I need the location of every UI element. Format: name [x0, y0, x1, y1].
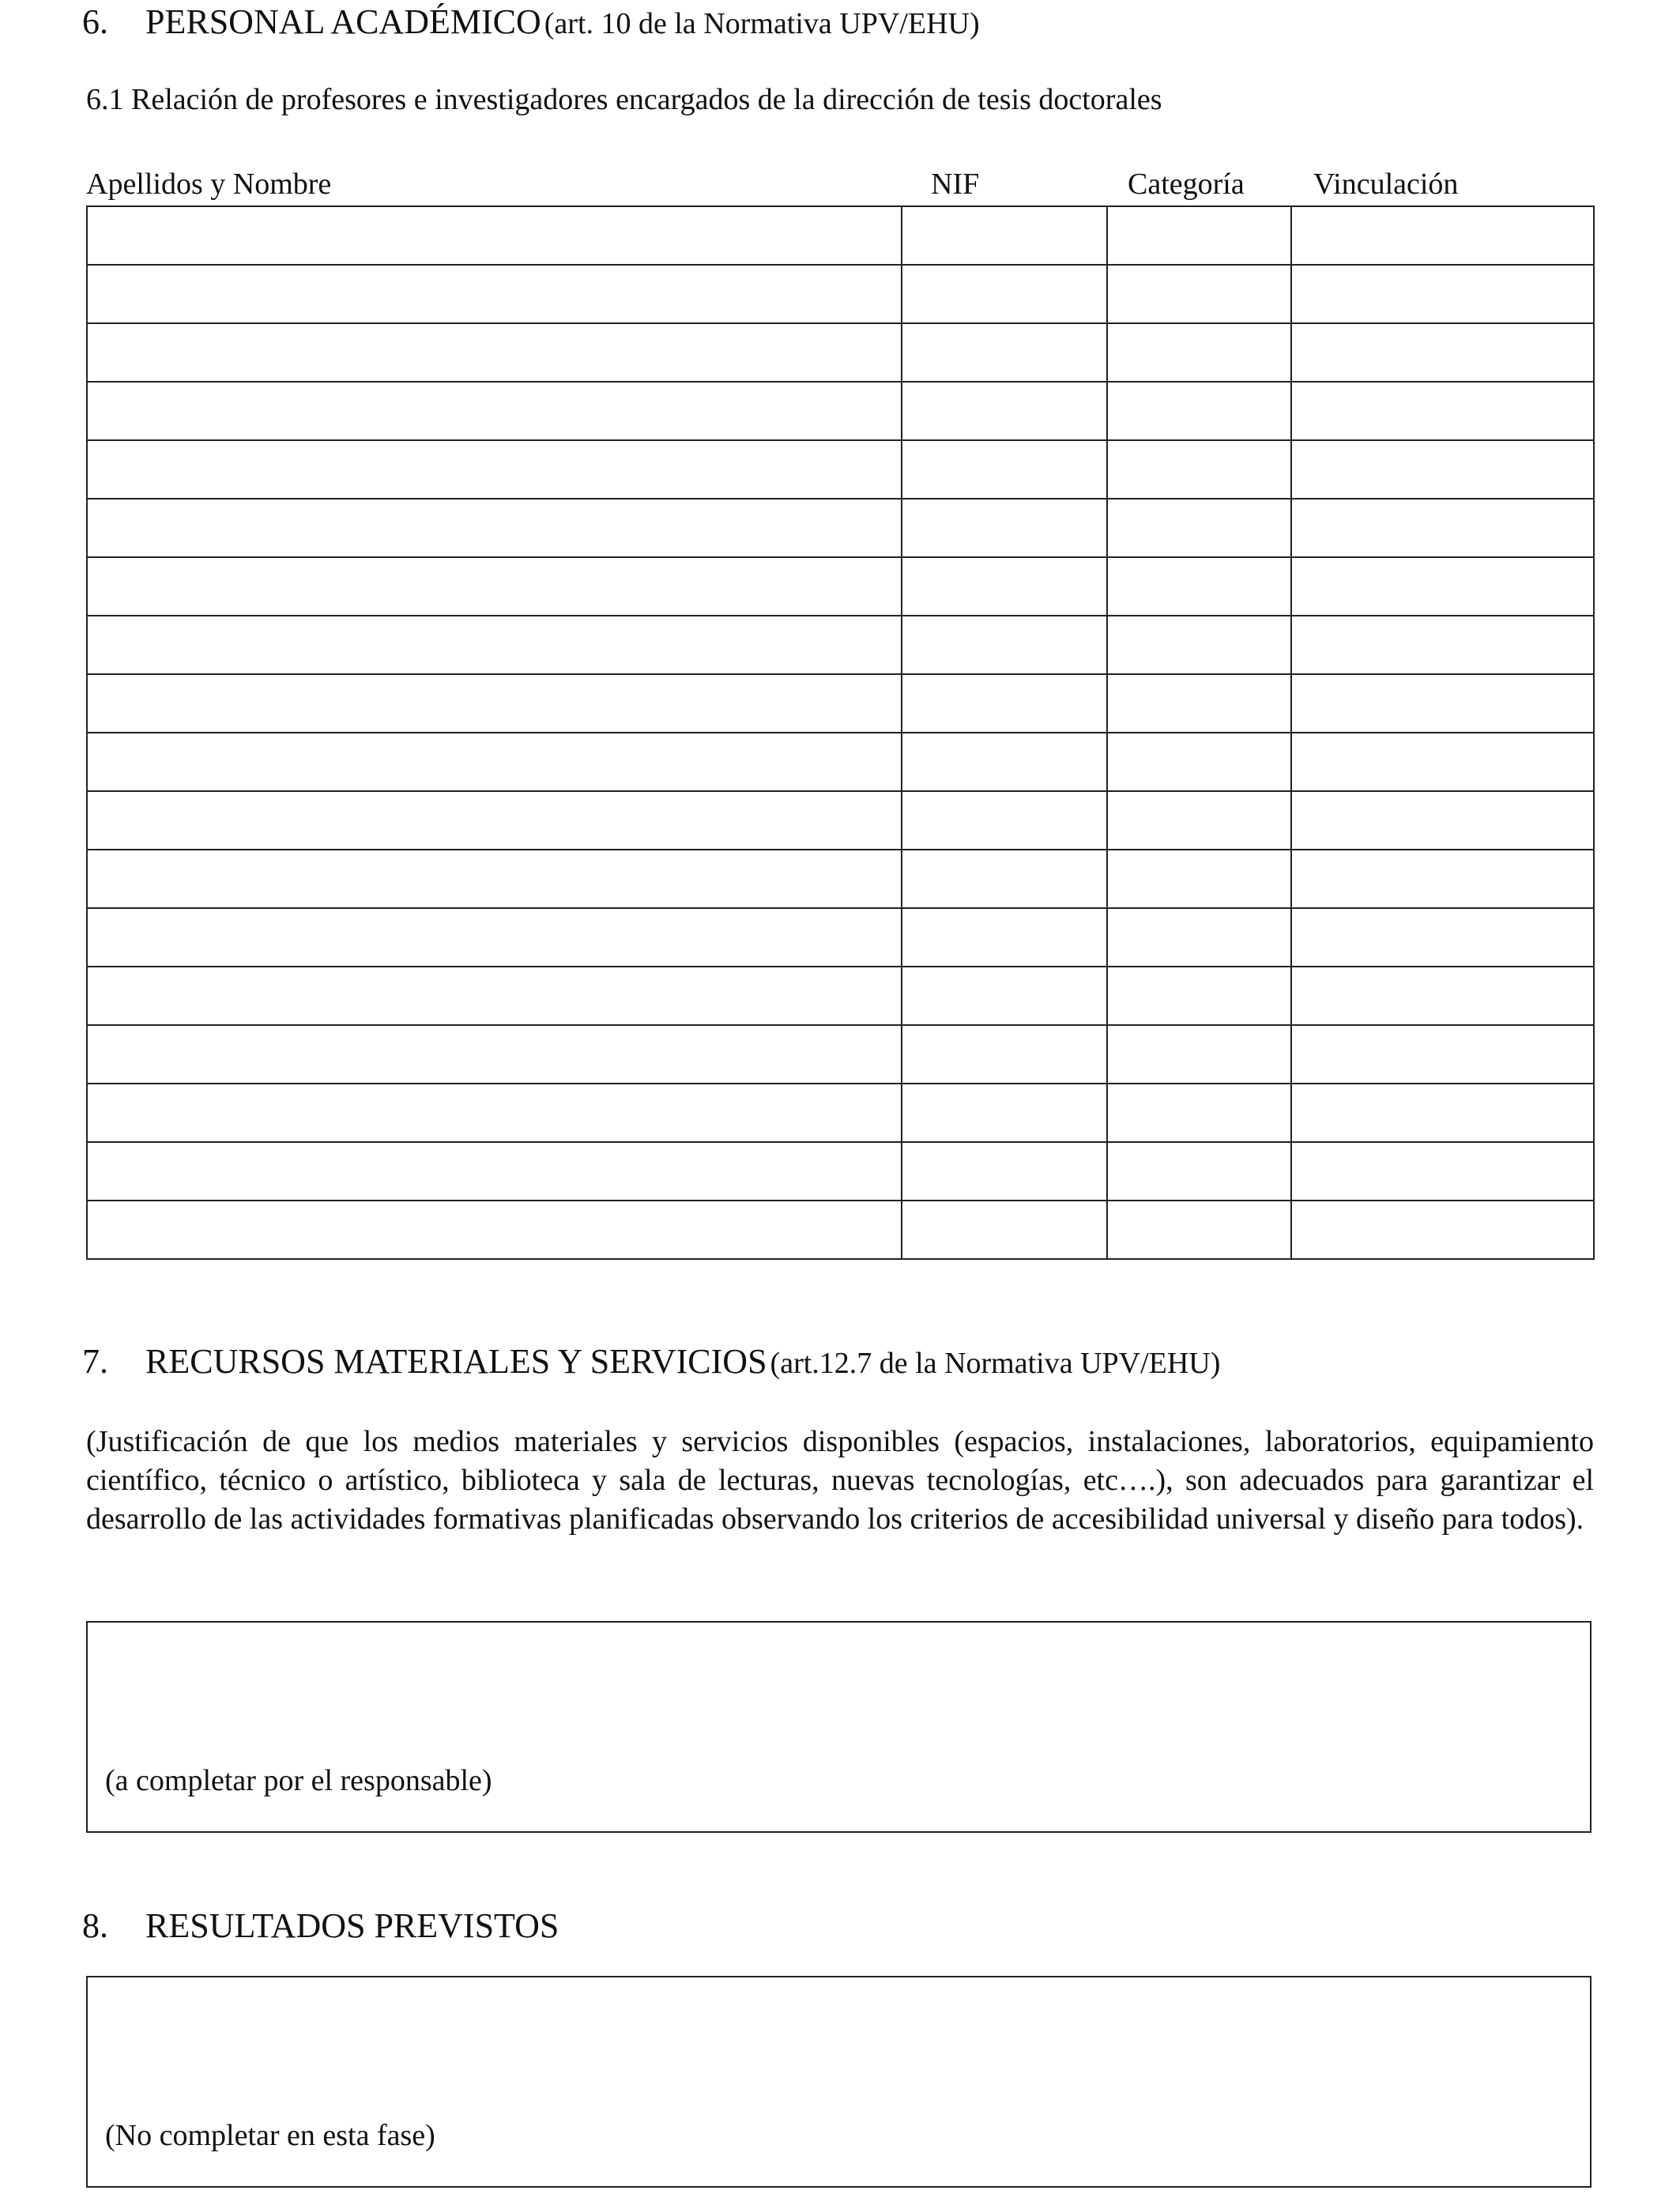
- cell-affiliation[interactable]: [1291, 323, 1594, 382]
- resources-box-note: (a completar por el responsable): [105, 1764, 492, 1797]
- cell-category[interactable]: [1107, 967, 1291, 1025]
- table-row: [87, 265, 1594, 323]
- cell-affiliation[interactable]: [1291, 557, 1594, 616]
- cell-category[interactable]: [1107, 791, 1291, 850]
- section-8-number: 8.: [82, 1906, 108, 1945]
- section-6-subtitle: (art. 10 de la Normativa UPV/EHU): [544, 7, 980, 40]
- cell-affiliation[interactable]: [1291, 791, 1594, 850]
- cell-affiliation[interactable]: [1291, 674, 1594, 733]
- table-row: [87, 616, 1594, 674]
- cell-affiliation[interactable]: [1291, 1142, 1594, 1201]
- cell-nif[interactable]: [902, 323, 1107, 382]
- cell-nif[interactable]: [902, 206, 1107, 265]
- section-7-title: RECURSOS MATERIALES Y SERVICIOS: [145, 1342, 767, 1381]
- cell-nif[interactable]: [902, 1025, 1107, 1084]
- cell-name[interactable]: [87, 1142, 902, 1201]
- staff-table: [86, 205, 1595, 1260]
- cell-nif[interactable]: [902, 908, 1107, 967]
- section-7-number: 7.: [82, 1342, 108, 1381]
- table-row: [87, 1142, 1594, 1201]
- cell-category[interactable]: [1107, 908, 1291, 967]
- results-box-note: (No completar en esta fase): [105, 2119, 435, 2152]
- cell-nif[interactable]: [902, 1142, 1107, 1201]
- section-6-number: 6.: [82, 2, 108, 41]
- cell-category[interactable]: [1107, 1142, 1291, 1201]
- table-row: [87, 206, 1594, 265]
- table-row: [87, 499, 1594, 557]
- cell-affiliation[interactable]: [1291, 440, 1594, 499]
- table-row: [87, 674, 1594, 733]
- cell-name[interactable]: [87, 967, 902, 1025]
- section-7-heading: [145, 1341, 1220, 1382]
- cell-name[interactable]: [87, 674, 902, 733]
- cell-name[interactable]: [87, 557, 902, 616]
- cell-name[interactable]: [87, 791, 902, 850]
- cell-name[interactable]: [87, 1201, 902, 1259]
- cell-nif[interactable]: [902, 499, 1107, 557]
- table-row: [87, 1084, 1594, 1142]
- table-row: [87, 557, 1594, 616]
- table-row: [87, 791, 1594, 850]
- cell-name[interactable]: [87, 1084, 902, 1142]
- table-row: [87, 1201, 1594, 1259]
- cell-name[interactable]: [87, 382, 902, 440]
- table-row: [87, 967, 1594, 1025]
- cell-nif[interactable]: [902, 1084, 1107, 1142]
- cell-affiliation[interactable]: [1291, 850, 1594, 908]
- column-header-affiliation: Vinculación: [1313, 168, 1459, 201]
- cell-nif[interactable]: [902, 674, 1107, 733]
- cell-nif[interactable]: [902, 850, 1107, 908]
- cell-category[interactable]: [1107, 850, 1291, 908]
- cell-nif[interactable]: [902, 382, 1107, 440]
- cell-nif[interactable]: [902, 1201, 1107, 1259]
- column-header-category: Categoría: [1128, 168, 1245, 201]
- table-row: [87, 1025, 1594, 1084]
- cell-nif[interactable]: [902, 967, 1107, 1025]
- cell-category[interactable]: [1107, 557, 1291, 616]
- cell-category[interactable]: [1107, 1084, 1291, 1142]
- cell-affiliation[interactable]: [1291, 206, 1594, 265]
- column-header-nif: NIF: [931, 168, 980, 201]
- cell-category[interactable]: [1107, 323, 1291, 382]
- cell-category[interactable]: [1107, 674, 1291, 733]
- results-input-box[interactable]: [86, 1976, 1591, 2188]
- section-6-heading: [145, 2, 980, 42]
- cell-category[interactable]: [1107, 616, 1291, 674]
- cell-nif[interactable]: [902, 616, 1107, 674]
- cell-name[interactable]: [87, 908, 902, 967]
- cell-affiliation[interactable]: [1291, 265, 1594, 323]
- cell-nif[interactable]: [902, 265, 1107, 323]
- section-7-subtitle: (art.12.7 de la Normativa UPV/EHU): [770, 1347, 1221, 1380]
- cell-affiliation[interactable]: [1291, 1025, 1594, 1084]
- table-row: [87, 382, 1594, 440]
- section-6-title: PERSONAL ACADÉMICO: [145, 2, 541, 41]
- cell-name[interactable]: [87, 206, 902, 265]
- cell-nif[interactable]: [902, 791, 1107, 850]
- subsection-6-1-title: 6.1 Relación de profesores e investigadores encargados de la dirección de tesis doctorales: [86, 83, 1162, 116]
- cell-category[interactable]: [1107, 499, 1291, 557]
- table-row: [87, 440, 1594, 499]
- cell-category[interactable]: [1107, 1025, 1291, 1084]
- cell-name[interactable]: [87, 265, 902, 323]
- section-8-title: RESULTADOS PREVISTOS: [145, 1906, 559, 1945]
- cell-nif[interactable]: [902, 557, 1107, 616]
- table-row: [87, 850, 1594, 908]
- cell-category[interactable]: [1107, 440, 1291, 499]
- cell-nif[interactable]: [902, 733, 1107, 791]
- cell-category[interactable]: [1107, 733, 1291, 791]
- cell-category[interactable]: [1107, 206, 1291, 265]
- cell-category[interactable]: [1107, 1201, 1291, 1259]
- cell-name[interactable]: [87, 323, 902, 382]
- cell-name[interactable]: [87, 850, 902, 908]
- cell-name[interactable]: [87, 1025, 902, 1084]
- cell-affiliation[interactable]: [1291, 967, 1594, 1025]
- cell-affiliation[interactable]: [1291, 382, 1594, 440]
- cell-affiliation[interactable]: [1291, 733, 1594, 791]
- table-row: [87, 908, 1594, 967]
- section-7-paragraph: (Justificación de que los medios materiales y servicios disponibles (espacios, instalaciones, laboratorios, equipamiento científico, técnico o artístico, biblioteca y sala de lecturas, nuevas tecnologías, etc….), son adecuados para garantizar el desarrollo de las actividades formativas planificadas observando los criterios de accesibilidad universal y diseño para todos).: [86, 1425, 1594, 1536]
- cell-name[interactable]: [87, 616, 902, 674]
- column-header-name: Apellidos y Nombre: [86, 168, 332, 201]
- cell-category[interactable]: [1107, 382, 1291, 440]
- cell-name[interactable]: [87, 440, 902, 499]
- cell-name[interactable]: [87, 499, 902, 557]
- cell-name[interactable]: [87, 733, 902, 791]
- cell-affiliation[interactable]: [1291, 1084, 1594, 1142]
- resources-input-box[interactable]: [86, 1621, 1591, 1833]
- cell-affiliation[interactable]: [1291, 616, 1594, 674]
- cell-nif[interactable]: [902, 440, 1107, 499]
- cell-affiliation[interactable]: [1291, 908, 1594, 967]
- cell-affiliation[interactable]: [1291, 1201, 1594, 1259]
- cell-affiliation[interactable]: [1291, 499, 1594, 557]
- table-row: [87, 323, 1594, 382]
- cell-category[interactable]: [1107, 265, 1291, 323]
- table-row: [87, 733, 1594, 791]
